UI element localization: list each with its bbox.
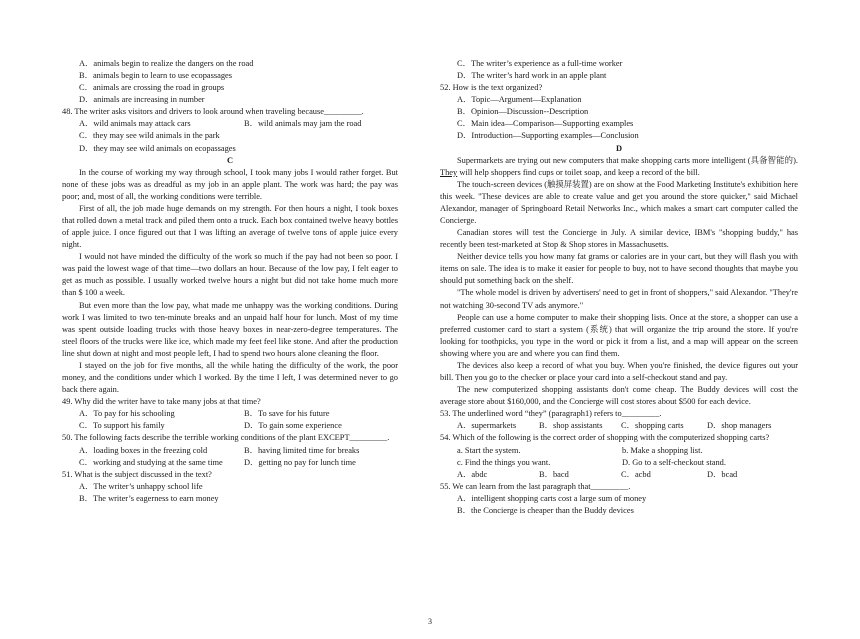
q50-option-b: B．having limited time for breaks bbox=[244, 445, 360, 455]
passage-d-paragraph-2: The touch-screen devices (触摸屏装置) are on show at the Food Marketing Institute's exhibition here this week. "These devices are able to create value and get you around the store quicker," said Michael Alexandor, manager of Springboard Retail Networks Inc., which makes a smart cart computer called the Concierge. bbox=[440, 179, 798, 226]
q50-options-row2 bbox=[62, 457, 398, 469]
q52-option-d: D．Introduction—Supporting examples—Conclusion bbox=[457, 131, 639, 141]
right-column bbox=[440, 58, 798, 517]
passage-c-paragraph-4: But even more than the low pay, what made me unhappy was the working conditions. During work I was limited to two ten-minute breaks and an unpaid half hour for lunch. Most of my time was spent outside loading trucks with those heavy boxes in near-zero-degree temperatures. The steel floors of the trucks were like ice, which made my feet feel like stone. And after the production line shut down at night and most people left, I had to spend two hours alone cleaning the floor. bbox=[62, 300, 398, 358]
passage-d-paragraph-4: Neither device tells you how many fat grams or calories are in your cart, but they will flash you with items on sale. The idea is to make it easier for people to buy, not to have second thoughts that maybe you should put something back on the shelf. bbox=[440, 252, 798, 286]
q48-option-c: C．they may see wild animals in the park bbox=[79, 131, 220, 141]
q47-option-a: A．animals begin to realize the dangers on the road bbox=[79, 59, 254, 68]
q48-options-row1 bbox=[62, 118, 398, 130]
q48-option-a: A．wild animals may attack cars bbox=[79, 119, 191, 129]
passage-c-paragraph-1: In the course of working my way through school, I took many jobs I would rather forget. But none of these jobs was as dreadful as my job in an apple plant. The work was hard; the pay was poor; and, most of all, the working conditions were terrible. bbox=[62, 167, 398, 201]
q53-option-d: D．shop managers bbox=[707, 421, 772, 431]
passage-d-paragraph-3: Canadian stores will test the Concierge in July. A similar device, IBM's "shopping buddy," has recently been test-marketed at Stop & Shop stores in Massachusetts. bbox=[440, 228, 798, 250]
q54-step-c: c. Find the things you want. bbox=[457, 457, 551, 467]
section-d-heading: D bbox=[615, 143, 623, 153]
q50-option-d: D．getting no pay for lunch time bbox=[244, 457, 356, 467]
q55-option-b: B．the Concierge is cheaper than the Buddy devices bbox=[457, 505, 634, 515]
passage-d-paragraph-1 bbox=[440, 155, 798, 179]
q49-option-d: D．To gain some experience bbox=[244, 421, 342, 431]
q52-option-c: C．Main idea—Comparison—Supporting examples bbox=[457, 119, 634, 129]
passage-d-paragraph-6: People can use a home computer to make their shopping lists. Once at the store, a shopper can use a preferred customer card to start a system (系统) that will organize the trip around the store. If you're looking for toothpicks, you type in the word or pick it from a list, and a map will appear on the screen showing where you are and where you can find them. bbox=[440, 312, 798, 358]
q49-options-row1 bbox=[62, 408, 398, 420]
q52-option-a: A．Topic—Argument—Explanation bbox=[457, 95, 582, 105]
q53-options bbox=[440, 420, 798, 432]
q47-option-c: C．animals are crossing the road in groups bbox=[79, 83, 225, 93]
q53-option-c: C．shopping carts bbox=[621, 421, 684, 431]
q48-option-b: B．wild animals may jam the road bbox=[244, 119, 362, 129]
q47-option-d: D．animals are increasing in number bbox=[79, 95, 205, 105]
q55-stem: 55. We can learn from the last paragraph that_________. bbox=[440, 481, 631, 491]
q49-option-b: B．To save for his future bbox=[244, 409, 330, 419]
q54-step-d: D. Go to a self-checkout stand. bbox=[622, 457, 726, 467]
q50-option-a: A．loading boxes in the freezing cold bbox=[79, 445, 208, 455]
passage-c-paragraph-2: First of all, the job made huge demands on my strength. For then hours a night, I took boxes that rolled down a metal track and piled them onto a truck. Each box contained twelve heavy bottles of apple juice. I once figured out that I was lifting an average of twelve tons of apple juice every night. bbox=[62, 203, 398, 250]
q52-option-b: B．Opinion—Discussion--Description bbox=[457, 107, 589, 117]
q53-option-a: A．supermarkets bbox=[457, 421, 517, 431]
q54-steps-row1 bbox=[440, 445, 798, 457]
q52-stem: 52. How is the text organized? bbox=[440, 83, 543, 93]
page-number: 3 bbox=[428, 617, 432, 626]
passage-d-p1-end: will help shoppers find cups or toilet soap, and keep a record of the bill. bbox=[457, 167, 700, 177]
q50-options-row1 bbox=[62, 445, 398, 457]
q51-option-b: B．The writer’s eagerness to earn money bbox=[79, 493, 219, 503]
section-c-heading: C bbox=[226, 155, 234, 165]
q51-option-a: A．The writer’s unhappy school life bbox=[79, 481, 203, 491]
q54-option-a: A．abdc bbox=[457, 469, 488, 479]
passage-c-paragraph-5: I stayed on the job for five months, all the while hating the difficulty of the work, the poor money, and the conditions under which I worked. By the time I left, I was determined never to go back there again. bbox=[62, 360, 398, 395]
q50-option-c: C．working and studying at the same time bbox=[79, 457, 223, 467]
passage-d-paragraph-8: The new computerized shopping assistants don't come cheap. The Buddy devices will cost the average store about $160,000, and the Concierge will cost stores about $500 for each device. bbox=[440, 385, 798, 407]
q49-option-a: A．To pay for his schooling bbox=[79, 409, 175, 419]
q54-option-b: B．bacd bbox=[539, 469, 569, 479]
passage-d-p1-start: Supermarkets are trying out new computers that make shopping carts more intelligent (具备智能的). bbox=[457, 155, 798, 165]
q49-option-c: C．To support his family bbox=[79, 421, 165, 431]
q51-option-d: D．The writer’s hard work in an apple plant bbox=[457, 71, 607, 81]
q51-stem: 51. What is the subject discussed in the text? bbox=[62, 469, 212, 479]
q50-stem: 50. The following facts describe the terrible working conditions of the plant EXCEPT_________. bbox=[62, 433, 390, 443]
q54-stem: 54. Which of the following is the correct order of shopping with the computerized shopping carts? bbox=[440, 433, 770, 443]
q54-option-c: C．acbd bbox=[621, 469, 651, 479]
q51-option-c: C．The writer’s experience as a full-time worker bbox=[457, 59, 623, 68]
q54-option-d: D．bcad bbox=[707, 469, 738, 479]
q53-stem: 53. The underlined word “they” (paragraph1) refers to_________. bbox=[440, 409, 662, 419]
underlined-word-they: They bbox=[440, 167, 458, 177]
q48-stem: 48. The writer asks visitors and drivers to look around when traveling because_________. bbox=[62, 107, 364, 117]
q53-option-b: B．shop assistants bbox=[539, 421, 603, 431]
q55-option-a: A．intelligent shopping carts cost a large sum of money bbox=[457, 493, 647, 503]
q54-steps-row2 bbox=[440, 457, 798, 469]
q49-stem: 49. Why did the writer have to take many jobs at that time? bbox=[62, 397, 261, 407]
passage-d-paragraph-7: The devices also keep a record of what you buy. When you're finished, the device figures out your bill. Then you go to the checker or place your card into a self-checkout stand and pay. bbox=[440, 360, 798, 383]
q49-options-row2 bbox=[62, 420, 398, 432]
q48-option-d: D．they may see wild animals on ecopassages bbox=[79, 143, 236, 153]
passage-c-paragraph-3: I would not have minded the difficulty of the work so much if the pay had not been so poor. I was paid the lowest wage of that time—two dollars an hour. Because of the low pay, I felt eager to get as much as possible. I usually worked twelve hours a night but did not take home much more than $ 100 a week. bbox=[62, 252, 398, 298]
q47-option-b: B．animals begin to learn to use ecopassages bbox=[79, 71, 233, 81]
passage-d-paragraph-5: "The whole model is driven by advertisers' need to get in front of shoppers," said Alexandor. "They're not watching 30-second TV ads anymore." bbox=[440, 288, 798, 310]
q54-options bbox=[440, 469, 798, 481]
q54-step-b: b. Make a shopping list. bbox=[622, 445, 703, 455]
left-column bbox=[62, 58, 398, 505]
q54-step-a: a. Start the system. bbox=[457, 445, 521, 455]
